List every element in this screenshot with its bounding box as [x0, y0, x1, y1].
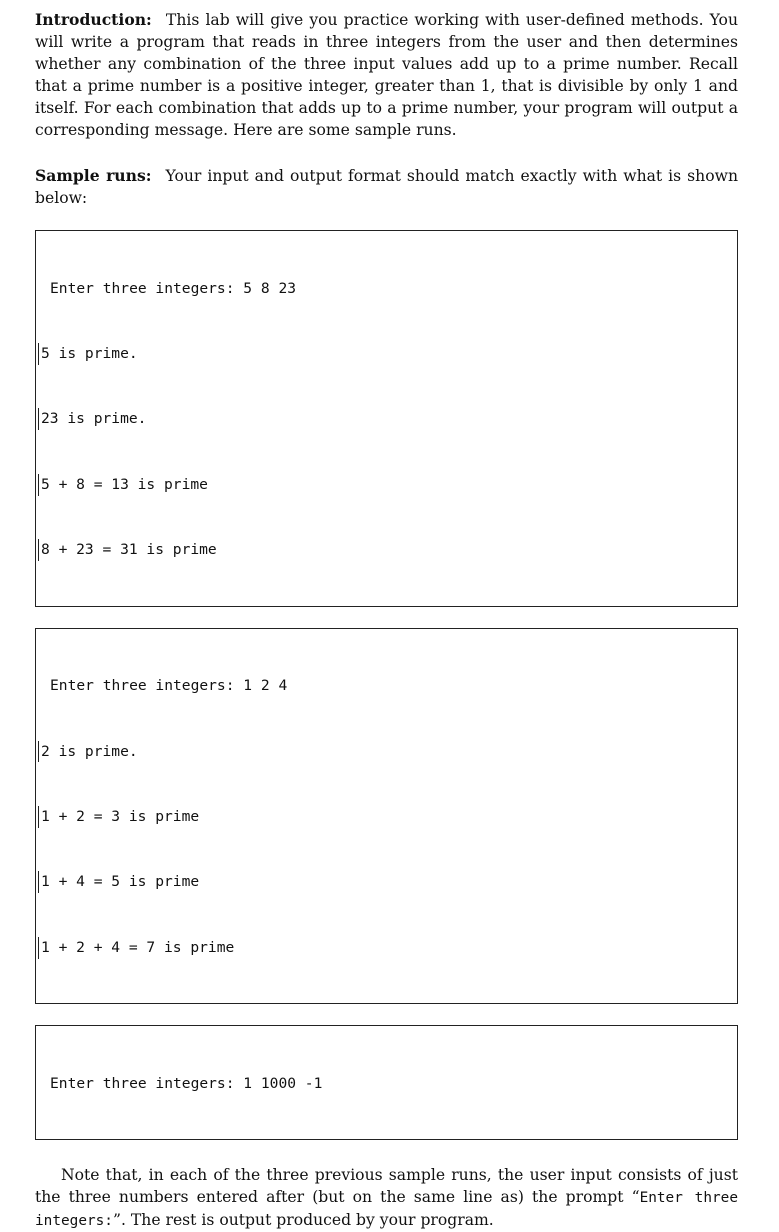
sample-run-1 — [35, 230, 738, 607]
introduction-heading: Introduction: — [35, 10, 152, 29]
sample-runs-heading: Sample runs: — [35, 166, 152, 185]
note-code: Enter three integers: — [35, 1190, 738, 1230]
introduction-text: This lab will give you practice working with user-defined methods. You will write a program that reads in three integers from the user and then determines whether any combination of the three input values add up to a prime number. Recall that a prime number is a positive integer, greater than 1, that is divisible by only 1 and itself. For each combination that adds up to a prime number, your program will output a corresponding message. Here are some sample runs. — [35, 11, 738, 139]
sample-run-2-output-line: 2 is prime. — [38, 741, 737, 763]
sample-run-1-output-line: 5 is prime. — [38, 343, 737, 365]
note-text-after: ”. The rest is output produced by your program. — [112, 1211, 494, 1230]
introduction-paragraph — [35, 9, 738, 141]
sample-run-1-output-line: 23 is prime. — [38, 408, 737, 430]
sample-run-2-output-line: 1 + 2 + 4 = 7 is prime — [38, 937, 737, 959]
sample-run-2 — [35, 628, 738, 1005]
sample-run-3-prompt: Enter three integers: 1 1000 -1 — [50, 1074, 323, 1092]
sample-run-2-output-line: 1 + 2 = 3 is prime — [38, 806, 737, 828]
sample-run-2-output-line: 1 + 4 = 5 is prime — [38, 871, 737, 893]
note-paragraph — [35, 1164, 738, 1232]
sample-run-1-output-line: 5 + 8 = 13 is prime — [38, 474, 737, 496]
sample-runs-paragraph — [35, 165, 738, 209]
sample-run-1-prompt: Enter three integers: 5 8 23 — [50, 279, 297, 297]
note-text-before: Note that, in each of the three previous sample runs, the user input consists of just the three numbers entered after (but on the same line as) the prompt “ — [35, 1166, 738, 1207]
sample-run-2-prompt: Enter three integers: 1 2 4 — [50, 677, 288, 695]
document-body — [35, 9, 738, 1232]
sample-run-3 — [35, 1025, 738, 1140]
sample-run-1-output-line: 8 + 23 = 31 is prime — [38, 539, 737, 561]
sample-runs-text: Your input and output format should match exactly with what is shown below: — [35, 167, 738, 207]
